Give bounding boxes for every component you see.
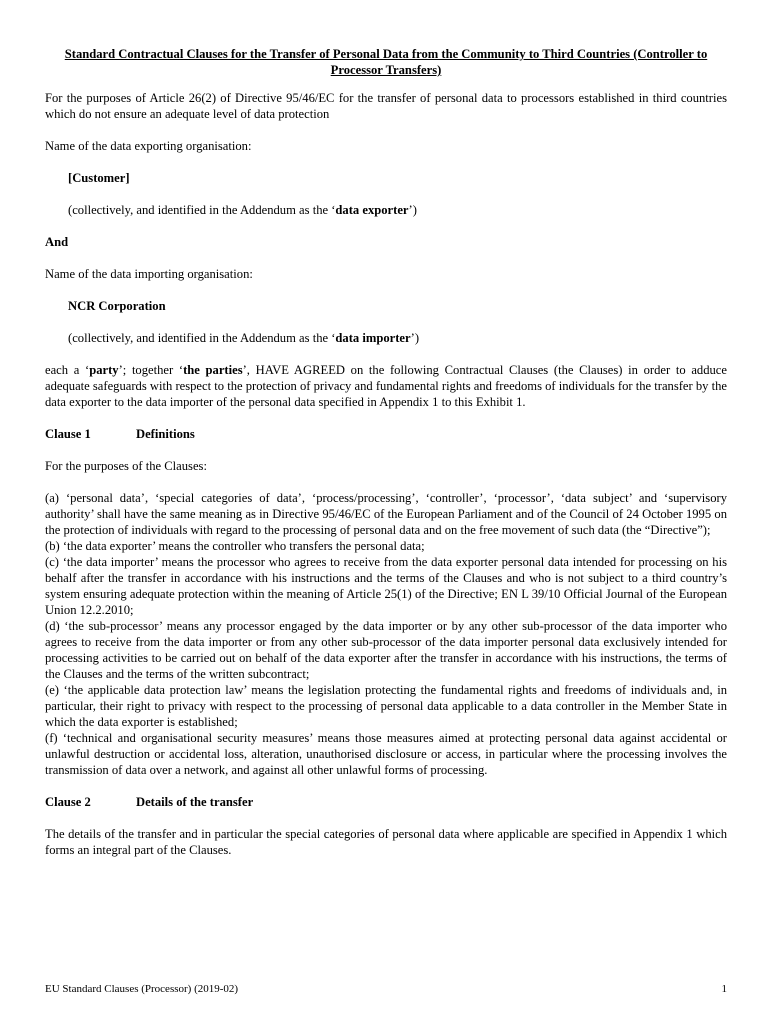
agreement-part3: ’, HAVE AGREED on the following Contractual Clauses (the Clauses) in order to adduce adequate safeguards with respect to the protection of privacy and fundamental rights and freedoms of individuals for the transfer by the data exporter to the data importer of the personal data specified in Appendix 1 to this Exhibit 1. [45,363,727,409]
exporter-label: Name of the data exporting organisation: [45,139,252,153]
clause2-heading [45,794,727,810]
importer-collective-pre: (collectively, and identified in the Addendum as the ‘ [68,331,336,345]
exporter-defined-term: data exporter [335,203,409,217]
importer-label: Name of the data importing organisation: [45,267,253,281]
document-page [45,46,727,874]
and-label: And [45,235,69,249]
definition-item-a: (a) ‘personal data’, ‘special categories of data’, ‘process/processing’, ‘controller’, ‘processor’, ‘data subject’ and ‘supervisory authority’ shall have the same meaning as in Directive 95/46/EC of the European Parliament and of the Council of 24 October 1995 on the protection of individuals with regard to the processing of personal data and on the free movement of such data (the “Directive”); [45,491,727,537]
clause2-body: The details of the transfer and in particular the special categories of personal data where applicable are specified in Appendix 1 which forms an integral part of the Clauses. [45,827,727,857]
clause1-heading [45,426,727,442]
clause2-title: Details of the transfer [136,795,254,809]
importer-collective [45,330,727,346]
exporter-name: [Customer] [68,171,130,185]
definition-item-d: (d) ‘the sub-processor’ means any processor engaged by the data importer or by any other sub-processor of the data importer who agrees to receive from the data importer or from any other sub-processor of the data importer personal data exclusively intended for processing activities to be carried out on behalf of the data exporter after the transfer in accordance with his instructions, the terms of the Clauses and the terms of the written subcontract; [45,619,727,681]
intro-paragraph: For the purposes of Article 26(2) of Directive 95/46/EC for the transfer of personal data to processors established in third countries which do not ensure an adequate level of data protection [45,91,727,121]
clause1-lead: For the purposes of the Clauses: [45,459,207,473]
importer-name: NCR Corporation [68,299,166,313]
definitions-list [45,490,727,778]
document-title: Standard Contractual Clauses for the Transfer of Personal Data from the Community to Third Countries (Controller to Processor Transfers) [64,47,708,77]
clause2-number: Clause 2 [45,795,91,809]
definition-item-b: (b) ‘the data exporter’ means the controller who transfers the personal data; [45,539,425,553]
exporter-collective-post: ’) [408,203,417,217]
agreement-paragraph [45,362,727,410]
agreement-part2: ’; together ‘ [118,363,184,377]
importer-collective-post: ’) [410,331,420,345]
exporter-collective-pre: (collectively, and identified in the Addendum as the ‘ [68,203,336,217]
agreement-part1: each a ‘ [45,363,90,377]
exporter-collective [45,202,727,218]
party-term: party [89,363,119,377]
page-footer [45,983,727,995]
definition-item-c: (c) ‘the data importer’ means the processor who agrees to receive from the data exporter personal data intended for processing on his behalf after the transfer in accordance with his instructions and the terms of the Clauses and who is not subject to a third country’s system ensuring adequate protection within the meaning of Article 25(1) of the Directive; EN L 39/10 Official Journal of the European Union 12.2.2010; [45,555,727,617]
parties-term: the parties [183,363,243,377]
definition-item-f: (f) ‘technical and organisational security measures’ means those measures aimed at protecting personal data against accidental or unlawful destruction or accidental loss, alteration, unauthorised disclosure or access, in particular where the processing involves the transmission of data over a network, and against all other unlawful forms of processing. [45,731,727,777]
importer-defined-term: data importer [335,331,411,345]
footer-page-number: 1 [721,983,727,995]
footer-document-label: EU Standard Clauses (Processor) (2019-02) [45,983,239,995]
clause1-title: Definitions [136,427,195,441]
definition-item-e: (e) ‘the applicable data protection law’ means the legislation protecting the fundamental rights and freedoms of individuals and, in particular, their right to privacy with respect to the processing of personal data applicable to a data controller in the Member State in which the data exporter is established; [45,683,727,729]
clause1-number: Clause 1 [45,427,91,441]
